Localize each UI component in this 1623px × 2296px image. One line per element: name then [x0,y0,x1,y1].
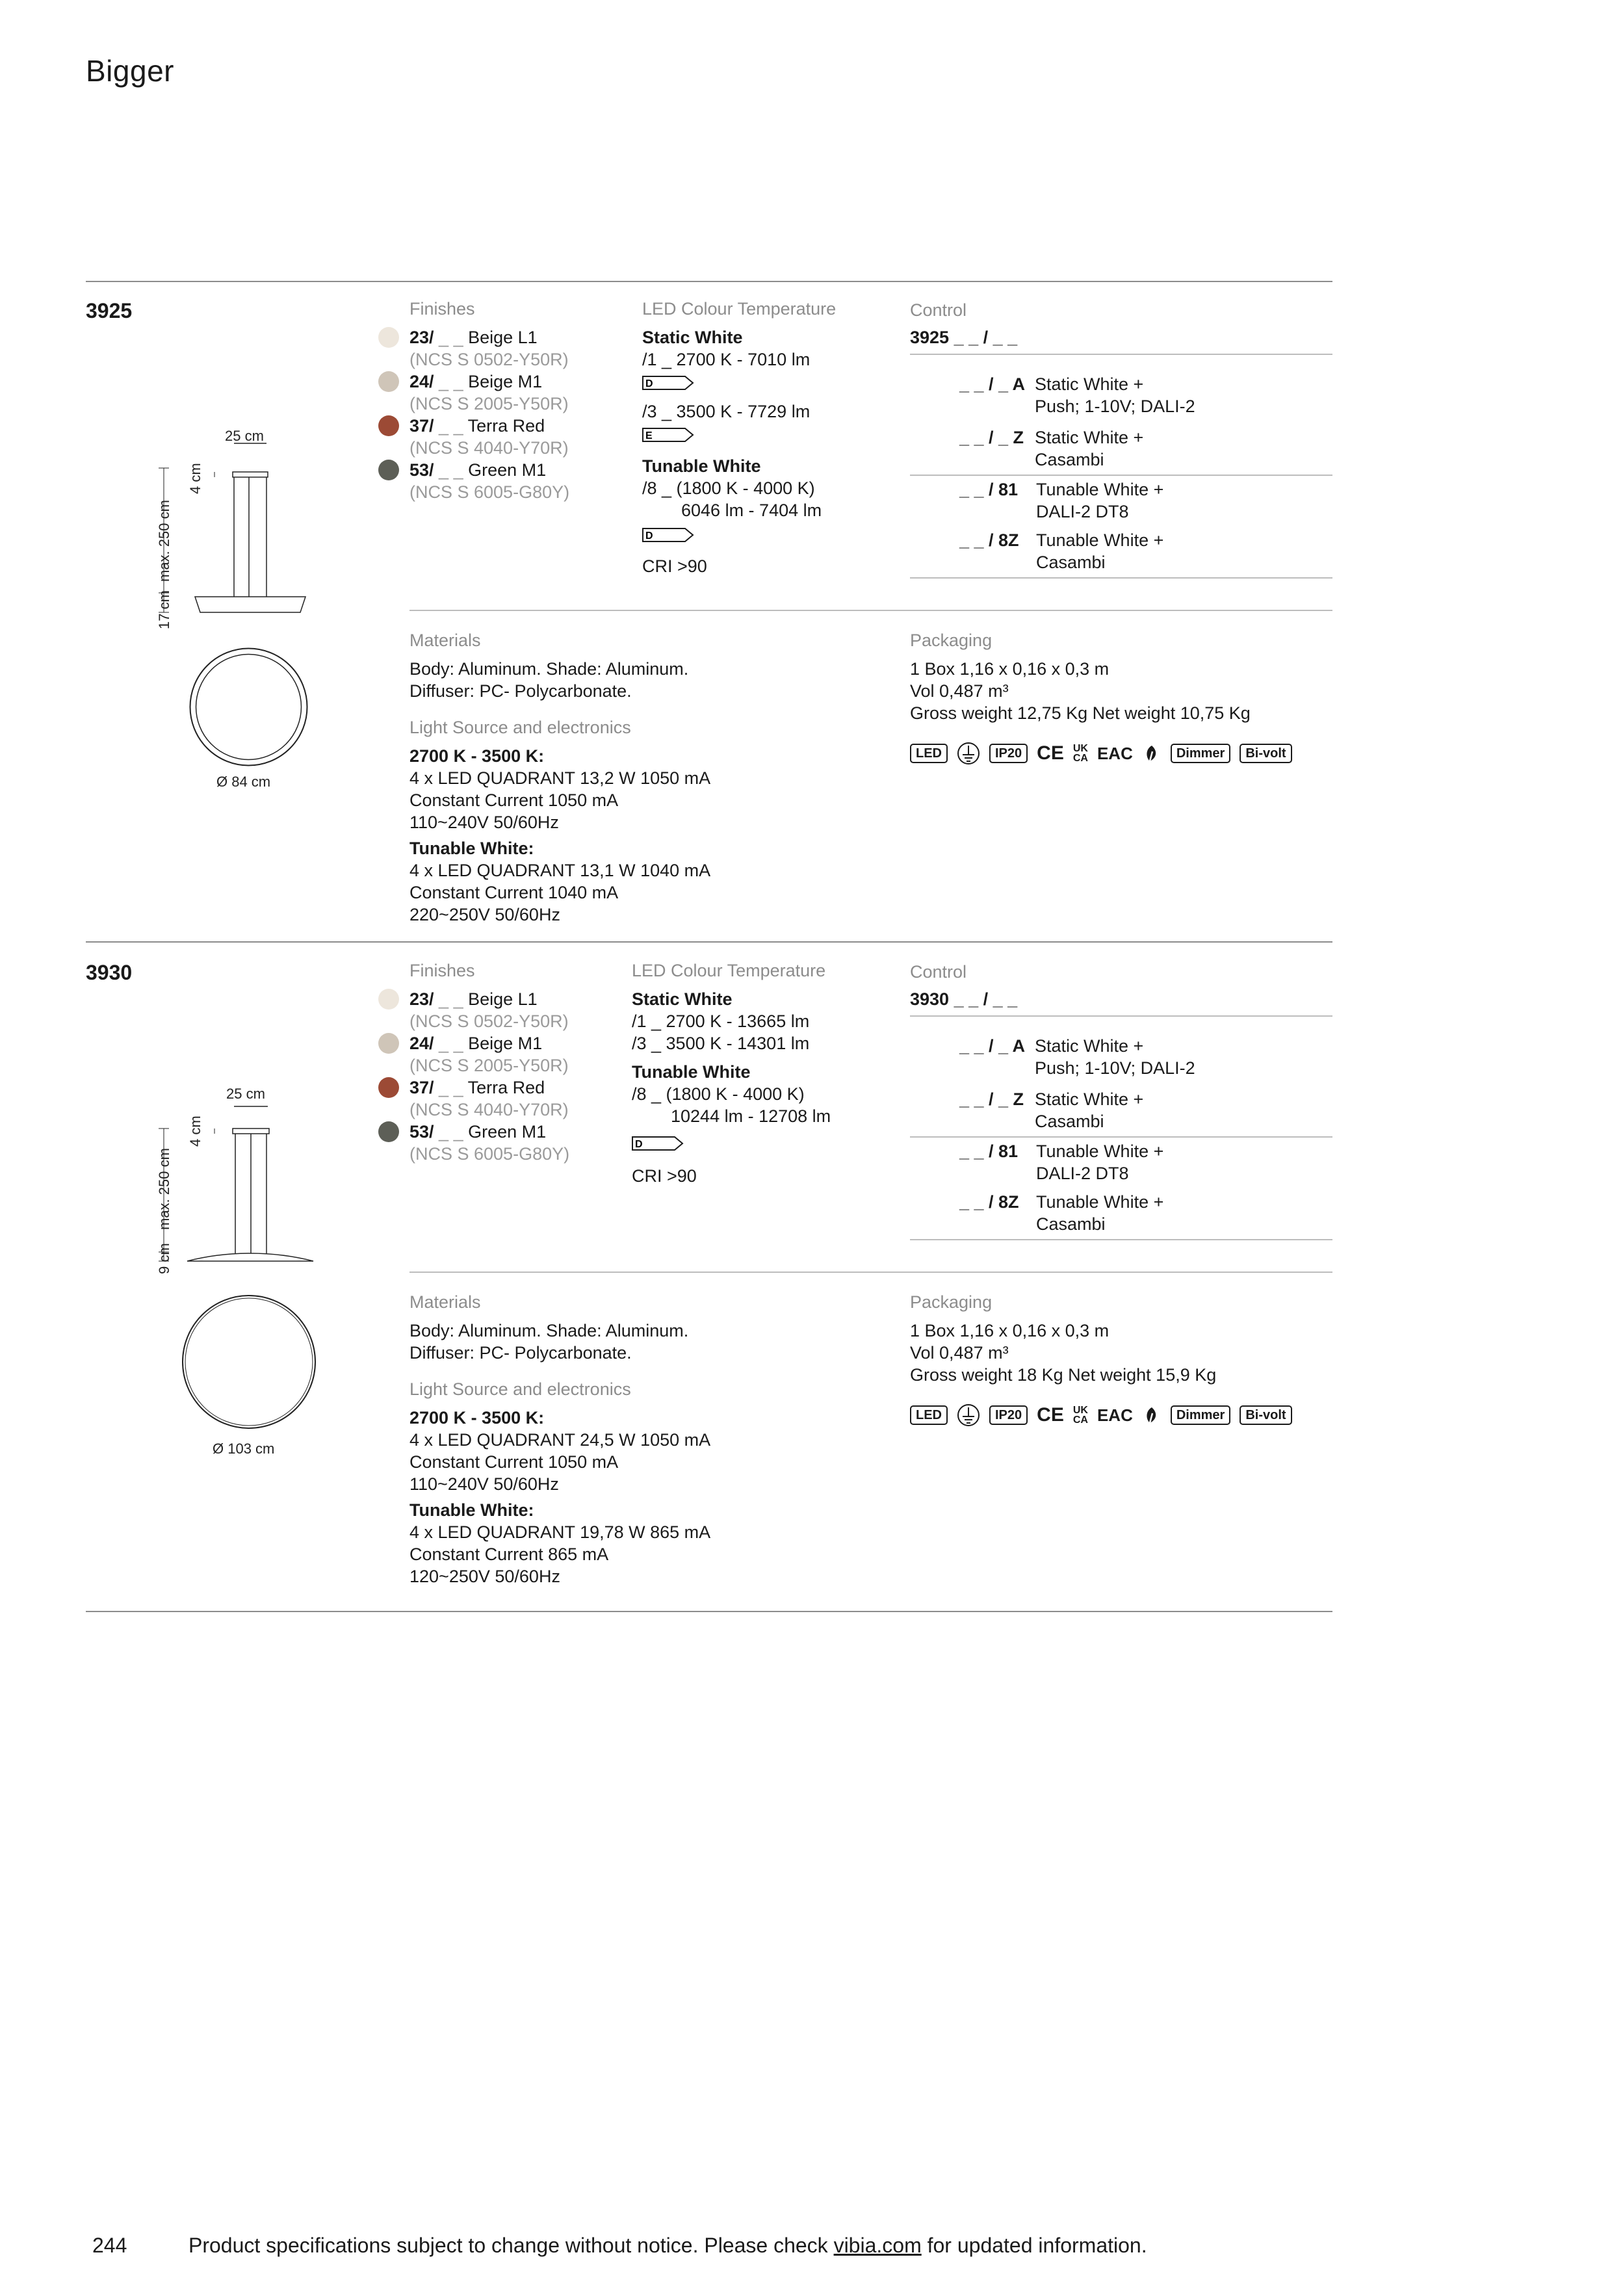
control-option-code: _ _ / _ A [959,374,1026,394]
light-spec: 4 x LED QUADRANT 19,78 W 865 mA [409,1522,711,1542]
finishes-heading: Finishes [409,961,475,980]
product-code: 3930 [86,961,133,984]
finish-ncs: (NCS S 0502-Y50R) [409,1011,569,1031]
light-spec: Constant Current 865 mA [409,1545,609,1564]
finish-ncs: (NCS S 2005-Y50R) [409,1056,569,1075]
page-number: 244 [92,2234,127,2257]
materials-heading: Materials [409,1292,481,1312]
footer-note: Product specifications subject to change without notice. Please check vibia.com for updated information. [188,2234,1147,2257]
colour-temp-3500: /3 _ 3500 K - 7729 lm [642,402,811,421]
product-drawing-side [149,1105,325,1274]
tunable-lumens: 10244 lm - 12708 lm [671,1106,831,1126]
control-option-desc: Push; 1-10V; DALI-2 [1035,1058,1195,1078]
dimension-shade-height: 17 cm [156,590,172,629]
light-range-static: 2700 K - 3500 K: [409,1408,545,1428]
control-option-desc: Casambi [1035,450,1104,469]
control-option-code: _ _ / _ Z [959,1089,1024,1109]
swatch-beige-m1[interactable] [378,1033,399,1054]
packaging-weights: Gross weight 12,75 Kg Net weight 10,75 Kg [910,703,1251,723]
control-option-desc: Casambi [1036,553,1106,572]
eac-mark-icon: EAC [1097,744,1133,763]
control-option-code: _ _ / 8Z [959,530,1019,550]
eac-mark-icon: EAC [1097,1405,1133,1425]
finishes-heading: Finishes [409,299,475,319]
tunable-white-label: Tunable White [642,456,761,476]
materials-line: Body: Aluminum. Shade: Aluminum. [409,1321,689,1340]
dimension-top-width: 25 cm [225,428,264,444]
control-option-desc: Casambi [1035,1112,1104,1131]
ukca-mark-icon: UK CA [1072,1405,1088,1426]
section-divider [86,281,1332,282]
control-divider [910,1239,1332,1240]
finish-item: 23/ _ _ Beige L1 [409,328,538,347]
control-option-desc: Tunable White + [1036,1192,1164,1212]
led-heading: LED Colour Temperature [632,961,826,980]
dimension-top-width: 25 cm [226,1086,265,1102]
finish-item: 23/ _ _ Beige L1 [409,989,538,1009]
control-option-desc: Static White + [1035,1036,1144,1056]
finish-ncs: (NCS S 6005-G80Y) [409,1144,570,1164]
light-source-heading: Light Source and electronics [409,718,631,737]
control-option-code: _ _ / 81 [959,1141,1019,1161]
control-option-desc: Static White + [1035,374,1144,394]
dimension-diameter: Ø 84 cm [216,774,271,790]
bivolt-badge: Bi-volt [1240,744,1292,763]
light-spec: Constant Current 1040 mA [409,883,619,902]
finish-ncs: (NCS S 4040-Y70R) [409,1100,569,1119]
packaging-heading: Packaging [910,631,993,650]
energy-class-icon [642,528,694,542]
tunable-white-label: Tunable White [632,1062,751,1082]
finish-item: 53/ _ _ Green M1 [409,1122,547,1141]
swatch-green-m1[interactable] [378,1121,399,1142]
swatch-terra-red[interactable] [378,415,399,436]
light-range-tunable: Tunable White: [409,1500,534,1520]
control-option-code: _ _ / 81 [959,480,1019,499]
light-source-heading: Light Source and electronics [409,1379,631,1399]
control-divider [910,475,1332,476]
cri-value: CRI >90 [642,556,707,576]
leaf-icon [1142,1405,1162,1425]
control-code: 3930 _ _ / _ _ [910,989,1018,1009]
dimension-diameter: Ø 103 cm [213,1441,275,1457]
page-title: Bigger [86,54,174,88]
finish-item: 24/ _ _ Beige M1 [409,1034,543,1053]
colour-temp-2700: /1 _ 2700 K - 7010 lm [642,350,811,369]
product-drawing-top [188,647,309,767]
product-drawing-top [181,1294,317,1430]
swatch-beige-l1[interactable] [378,327,399,348]
energy-class-icon [642,376,694,390]
finish-ncs: (NCS S 0502-Y50R) [409,350,569,369]
materials-line: Diffuser: PC- Polycarbonate. [409,1343,632,1363]
dimmer-badge: Dimmer [1171,744,1230,763]
finish-ncs: (NCS S 2005-Y50R) [409,394,569,413]
colour-temp-tunable: /8 _ (1800 K - 4000 K) [632,1084,805,1104]
led-heading: LED Colour Temperature [642,299,837,319]
ukca-mark-icon: UK CA [1072,743,1088,764]
certifications-row [910,742,1292,764]
svg-text:D: D [645,378,653,389]
swatch-terra-red[interactable] [378,1077,399,1098]
swatch-beige-m1[interactable] [378,371,399,392]
swatch-beige-l1[interactable] [378,989,399,1010]
finish-item: 37/ _ _ Terra Red [409,1078,545,1097]
light-spec: Constant Current 1050 mA [409,790,619,810]
packaging-box: 1 Box 1,16 x 0,16 x 0,3 m [910,1321,1110,1340]
packaging-weights: Gross weight 18 Kg Net weight 15,9 Kg [910,1365,1217,1385]
ip20-badge: IP20 [989,744,1028,763]
class-i-earth-icon [957,742,980,765]
static-white-label: Static White [642,328,743,347]
light-spec: 4 x LED QUADRANT 24,5 W 1050 mA [409,1430,711,1450]
subsection-divider [409,1272,1332,1273]
svg-text:E: E [645,430,653,441]
led-badge: LED [910,744,948,763]
control-code: 3925 _ _ / _ _ [910,328,1018,347]
colour-temp-tunable: /8 _ (1800 K - 4000 K) [642,478,815,498]
subsection-divider [409,610,1332,611]
control-option-desc: Tunable White + [1036,530,1164,550]
materials-heading: Materials [409,631,481,650]
light-range-static: 2700 K - 3500 K: [409,746,545,766]
ip20-badge: IP20 [989,1405,1028,1425]
light-spec: 110~240V 50/60Hz [409,813,559,832]
energy-class-icon [642,428,694,442]
light-range-tunable: Tunable White: [409,839,534,858]
product-code: 3925 [86,299,133,322]
product-drawing-side [149,442,318,637]
control-option-desc: Tunable White + [1036,480,1164,499]
finish-ncs: (NCS S 4040-Y70R) [409,438,569,458]
tunable-lumens: 6046 lm - 7404 lm [681,501,822,520]
certifications-row [910,1404,1292,1426]
vibia-link[interactable]: vibia.com [833,2234,922,2257]
section-divider [86,941,1332,943]
packaging-box: 1 Box 1,16 x 0,16 x 0,3 m [910,659,1110,679]
leaf-icon [1142,744,1162,763]
control-option-desc: Static White + [1035,1089,1144,1109]
finish-ncs: (NCS S 6005-G80Y) [409,482,570,502]
light-spec: Constant Current 1050 mA [409,1452,619,1472]
dimension-canopy: 4 cm [187,1115,203,1147]
colour-temp-3500: /3 _ 3500 K - 14301 lm [632,1034,810,1053]
control-option-desc: DALI-2 DT8 [1036,502,1129,521]
finish-item: 24/ _ _ Beige M1 [409,372,543,391]
svg-text:D: D [635,1139,643,1150]
light-spec: 220~250V 50/60Hz [409,905,560,924]
dimension-shade-height: 9 cm [156,1243,172,1274]
materials-line: Diffuser: PC- Polycarbonate. [409,681,632,701]
control-option-desc: Push; 1-10V; DALI-2 [1035,397,1195,416]
control-option-desc: DALI-2 DT8 [1036,1164,1129,1183]
dimension-canopy: 4 cm [187,463,203,494]
ce-mark-icon: CE [1037,1404,1064,1426]
control-heading: Control [910,962,967,982]
packaging-volume: Vol 0,487 m³ [910,681,1009,701]
energy-class-icon [632,1136,684,1151]
cri-value: CRI >90 [632,1166,697,1186]
section-divider [86,1611,1332,1612]
control-divider [910,577,1332,579]
ce-mark-icon: CE [1037,742,1064,764]
control-option-code: _ _ / _ A [959,1036,1026,1056]
swatch-green-m1[interactable] [378,460,399,480]
control-divider [910,354,1332,355]
dimension-max-height: max. 250 cm [156,500,172,582]
light-spec: 110~240V 50/60Hz [409,1474,559,1494]
dimension-max-height: max. 250 cm [156,1148,172,1230]
static-white-label: Static White [632,989,733,1009]
control-option-desc: Static White + [1035,428,1144,447]
materials-line: Body: Aluminum. Shade: Aluminum. [409,659,689,679]
finish-item: 53/ _ _ Green M1 [409,460,547,480]
control-option-code: _ _ / 8Z [959,1192,1019,1212]
packaging-heading: Packaging [910,1292,993,1312]
led-badge: LED [910,1405,948,1425]
control-option-desc: Casambi [1036,1214,1106,1234]
finish-item: 37/ _ _ Terra Red [409,416,545,436]
control-heading: Control [910,300,967,320]
dimmer-badge: Dimmer [1171,1405,1230,1425]
control-divider [910,1136,1332,1138]
colour-temp-2700: /1 _ 2700 K - 13665 lm [632,1011,810,1031]
light-spec: 120~250V 50/60Hz [409,1567,560,1586]
svg-text:D: D [645,530,653,541]
light-spec: 4 x LED QUADRANT 13,2 W 1050 mA [409,768,711,788]
control-divider [910,1015,1332,1017]
bivolt-badge: Bi-volt [1240,1405,1292,1425]
light-spec: 4 x LED QUADRANT 13,1 W 1040 mA [409,861,711,880]
packaging-volume: Vol 0,487 m³ [910,1343,1009,1363]
control-option-code: _ _ / _ Z [959,428,1024,447]
control-option-desc: Tunable White + [1036,1141,1164,1161]
class-i-earth-icon [957,1403,980,1427]
